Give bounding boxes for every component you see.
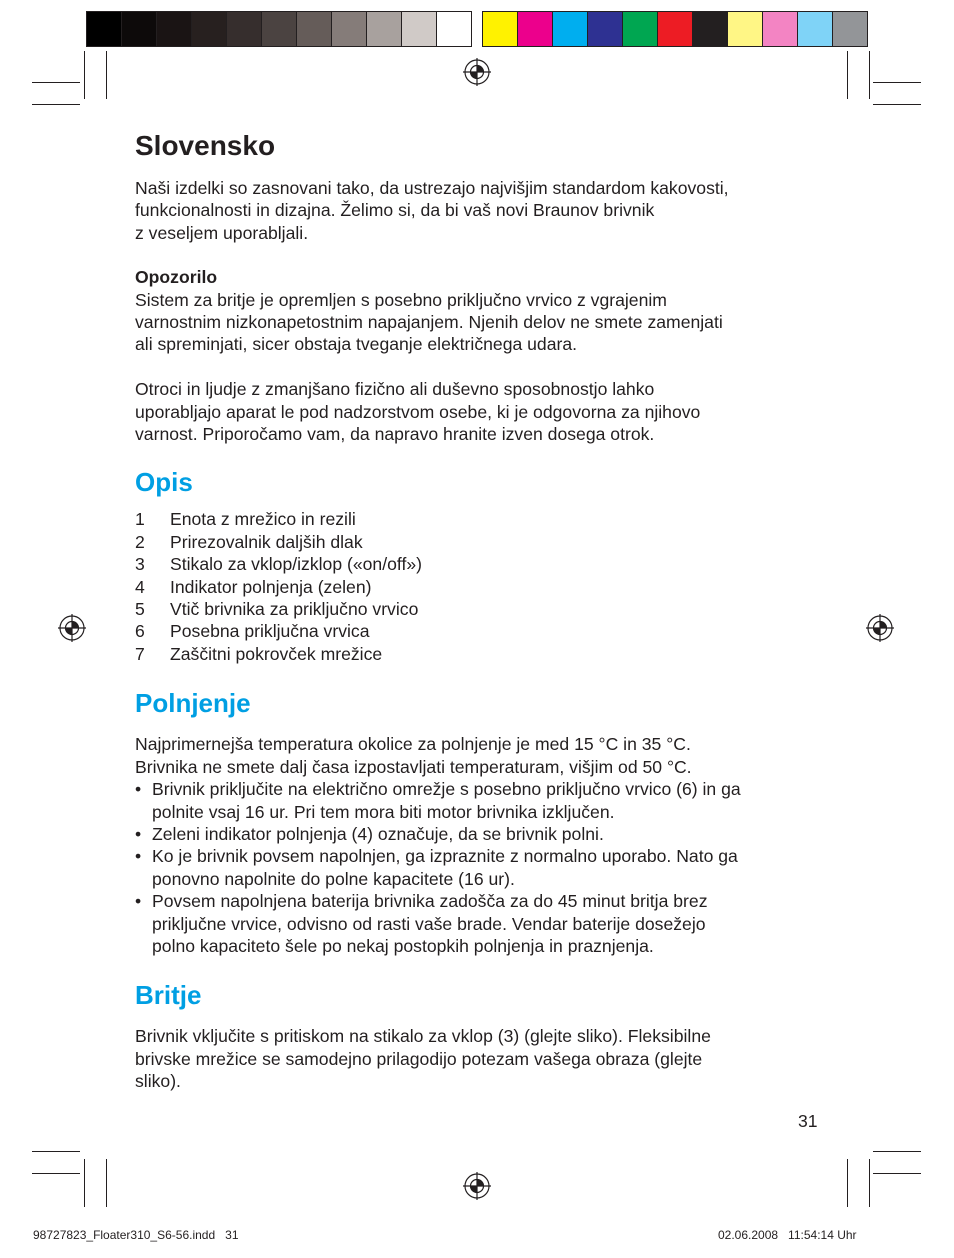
registration-mark-icon (866, 614, 894, 642)
crop-mark (32, 1173, 80, 1174)
color-swatch (623, 12, 658, 46)
item-number: 5 (135, 599, 145, 620)
footer-filename: 98727823_Floater310_S6-56.indd 31 (33, 1228, 239, 1242)
color-swatch (122, 12, 157, 46)
color-swatch (798, 12, 833, 46)
text-line: Najprimernejša temperatura okolice za polnjenje je med 15 °C in 35 °C. (135, 734, 691, 755)
registration-mark-icon (463, 1172, 491, 1200)
item-number: 6 (135, 621, 145, 642)
text-line: priključne vrvice, odvisno od rasti vaše brade. Vendar baterije dosežejo (152, 913, 706, 934)
crop-mark (873, 104, 921, 105)
color-swatch (262, 12, 297, 46)
crop-mark (873, 82, 921, 83)
crop-mark (873, 1151, 921, 1152)
crop-mark (84, 1159, 85, 1207)
list-item (135, 598, 835, 620)
text-line: z veseljem uporabljali. (135, 222, 309, 243)
text-line: Otroci in ljudje z zmanjšano fizično ali duševno sposobnostjo lahko (135, 379, 655, 400)
color-swatch (518, 12, 553, 46)
list-item (135, 508, 835, 530)
color-swatch (192, 12, 227, 46)
color-swatch (658, 12, 693, 46)
crop-mark (873, 1173, 921, 1174)
color-swatch (297, 12, 332, 46)
bullet-item (135, 845, 835, 890)
text-line: Povsem napolnjena baterija brivnika zadošča za do 45 minut britja brez (152, 891, 708, 912)
list-item (135, 576, 835, 598)
item-text: Zaščitni pokrovček mrežice (170, 643, 383, 664)
crop-mark (32, 82, 80, 83)
text-line: sliko). (135, 1071, 181, 1092)
text-line: polnite vsaj 16 ur. Pri tem mora biti motor brivnika izključen. (152, 801, 615, 822)
color-swatch (437, 12, 471, 46)
color-swatch (763, 12, 798, 46)
item-number: 1 (135, 509, 145, 530)
text-line: varnost. Priporočamo vam, da napravo hranite izven dosega otrok. (135, 424, 655, 445)
color-swatch (157, 12, 192, 46)
bullet-item (135, 823, 835, 845)
grayscale-color-bar (86, 11, 472, 47)
item-number: 4 (135, 576, 145, 597)
process-color-bar (482, 11, 868, 47)
charging-intro (135, 733, 835, 778)
page-number: 31 (798, 1111, 818, 1131)
text-line: ponovno napolnite do polne kapacitete (16 ur). (152, 868, 515, 889)
text-line: polno kapaciteto šele po nekaj postopkih polnjenja in praznjenja. (152, 935, 654, 956)
text-line: Brivnik priključite na električno omrežje s posebno priključno vrvico (6) in ga (152, 779, 741, 800)
crop-mark (869, 1159, 870, 1207)
crop-mark (32, 104, 80, 105)
list-item (135, 620, 835, 642)
warning-heading: Opozorilo (135, 267, 218, 288)
text-line: brivske mrežice se samodejno prilagodijo potezam vašega obraza (glejte (135, 1048, 703, 1069)
page-content (135, 128, 835, 1093)
bullet-item (135, 778, 835, 823)
registration-mark-icon (463, 58, 491, 86)
footer-timestamp: 02.06.2008 11:54:14 Uhr (718, 1228, 857, 1242)
bullet-icon: • (135, 823, 142, 844)
color-swatch (728, 12, 763, 46)
list-item (135, 531, 835, 553)
page-title: Slovensko (135, 130, 276, 161)
bullet-icon: • (135, 891, 142, 912)
crop-mark (106, 51, 107, 99)
section-heading-polnjenje: Polnjenje (135, 688, 251, 719)
section-heading-britje: Britje (135, 980, 202, 1011)
charging-bullets (135, 778, 835, 957)
text-line: Brivnik vključite s pritiskom na stikalo za vklop (3) (glejte sliko). Fleksibilne (135, 1026, 711, 1047)
text-line: Brivnika ne smete dalj časa izpostavljati temperaturam, višjim od 50 °C. (135, 756, 692, 777)
item-text: Vtič brivnika za priključno vrvico (170, 599, 419, 620)
text-line: varnostnim nizkonapetostnim napajanjem. Njenih delov ne smete zamenjati (135, 312, 723, 333)
parts-list (135, 508, 835, 665)
item-text: Prirezovalnik daljših dlak (170, 531, 363, 552)
bullet-item (135, 890, 835, 957)
item-text: Stikalo za vklop/izklop («on/off») (170, 554, 422, 575)
text-line: uporabljajo aparat le pod nadzorstvom osebe, ki je odgovorna za njihovo (135, 401, 701, 422)
text-line: ali spreminjati, sicer obstaja tveganje električnega udara. (135, 334, 578, 355)
item-number: 3 (135, 554, 145, 575)
crop-mark (847, 1159, 848, 1207)
crop-mark (869, 51, 870, 99)
text-line: funkcionalnosti in dizajna. Želimo si, da bi vaš novi Braunov brivnik (135, 200, 655, 221)
crop-mark (32, 1151, 80, 1152)
color-swatch (402, 12, 437, 46)
text-line: Zeleni indikator polnjenja (4) označuje, da se brivnik polni. (152, 823, 604, 844)
crop-mark (84, 51, 85, 99)
item-number: 7 (135, 643, 145, 664)
bullet-icon: • (135, 846, 142, 867)
text-line: Sistem za britje je opremljen s posebno priključno vrvico z vgrajenim (135, 289, 667, 310)
shaving-paragraph (135, 1025, 835, 1092)
color-swatch (227, 12, 262, 46)
text-line: Naši izdelki so zasnovani tako, da ustrezajo najvišjim standardom kakovosti, (135, 178, 729, 198)
item-number: 2 (135, 531, 145, 552)
bullet-icon: • (135, 779, 142, 800)
item-text: Posebna priključna vrvica (170, 621, 370, 642)
color-swatch (553, 12, 588, 46)
item-text: Indikator polnjenja (zelen) (170, 576, 372, 597)
color-swatch (693, 12, 728, 46)
color-swatch (588, 12, 623, 46)
section-heading-opis: Opis (135, 467, 193, 498)
color-swatch (833, 12, 867, 46)
warning-section (135, 266, 835, 445)
intro-paragraph (135, 177, 835, 244)
crop-mark (106, 1159, 107, 1207)
list-item (135, 643, 835, 665)
list-item (135, 553, 835, 575)
registration-mark-icon (58, 614, 86, 642)
color-swatch (332, 12, 367, 46)
crop-mark (847, 51, 848, 99)
color-swatch (483, 12, 518, 46)
item-text: Enota z mrežico in rezili (170, 509, 356, 530)
color-swatch (367, 12, 402, 46)
text-line: Ko je brivnik povsem napolnjen, ga izpraznite z normalno uporabo. Nato ga (152, 846, 738, 867)
color-swatch (87, 12, 122, 46)
